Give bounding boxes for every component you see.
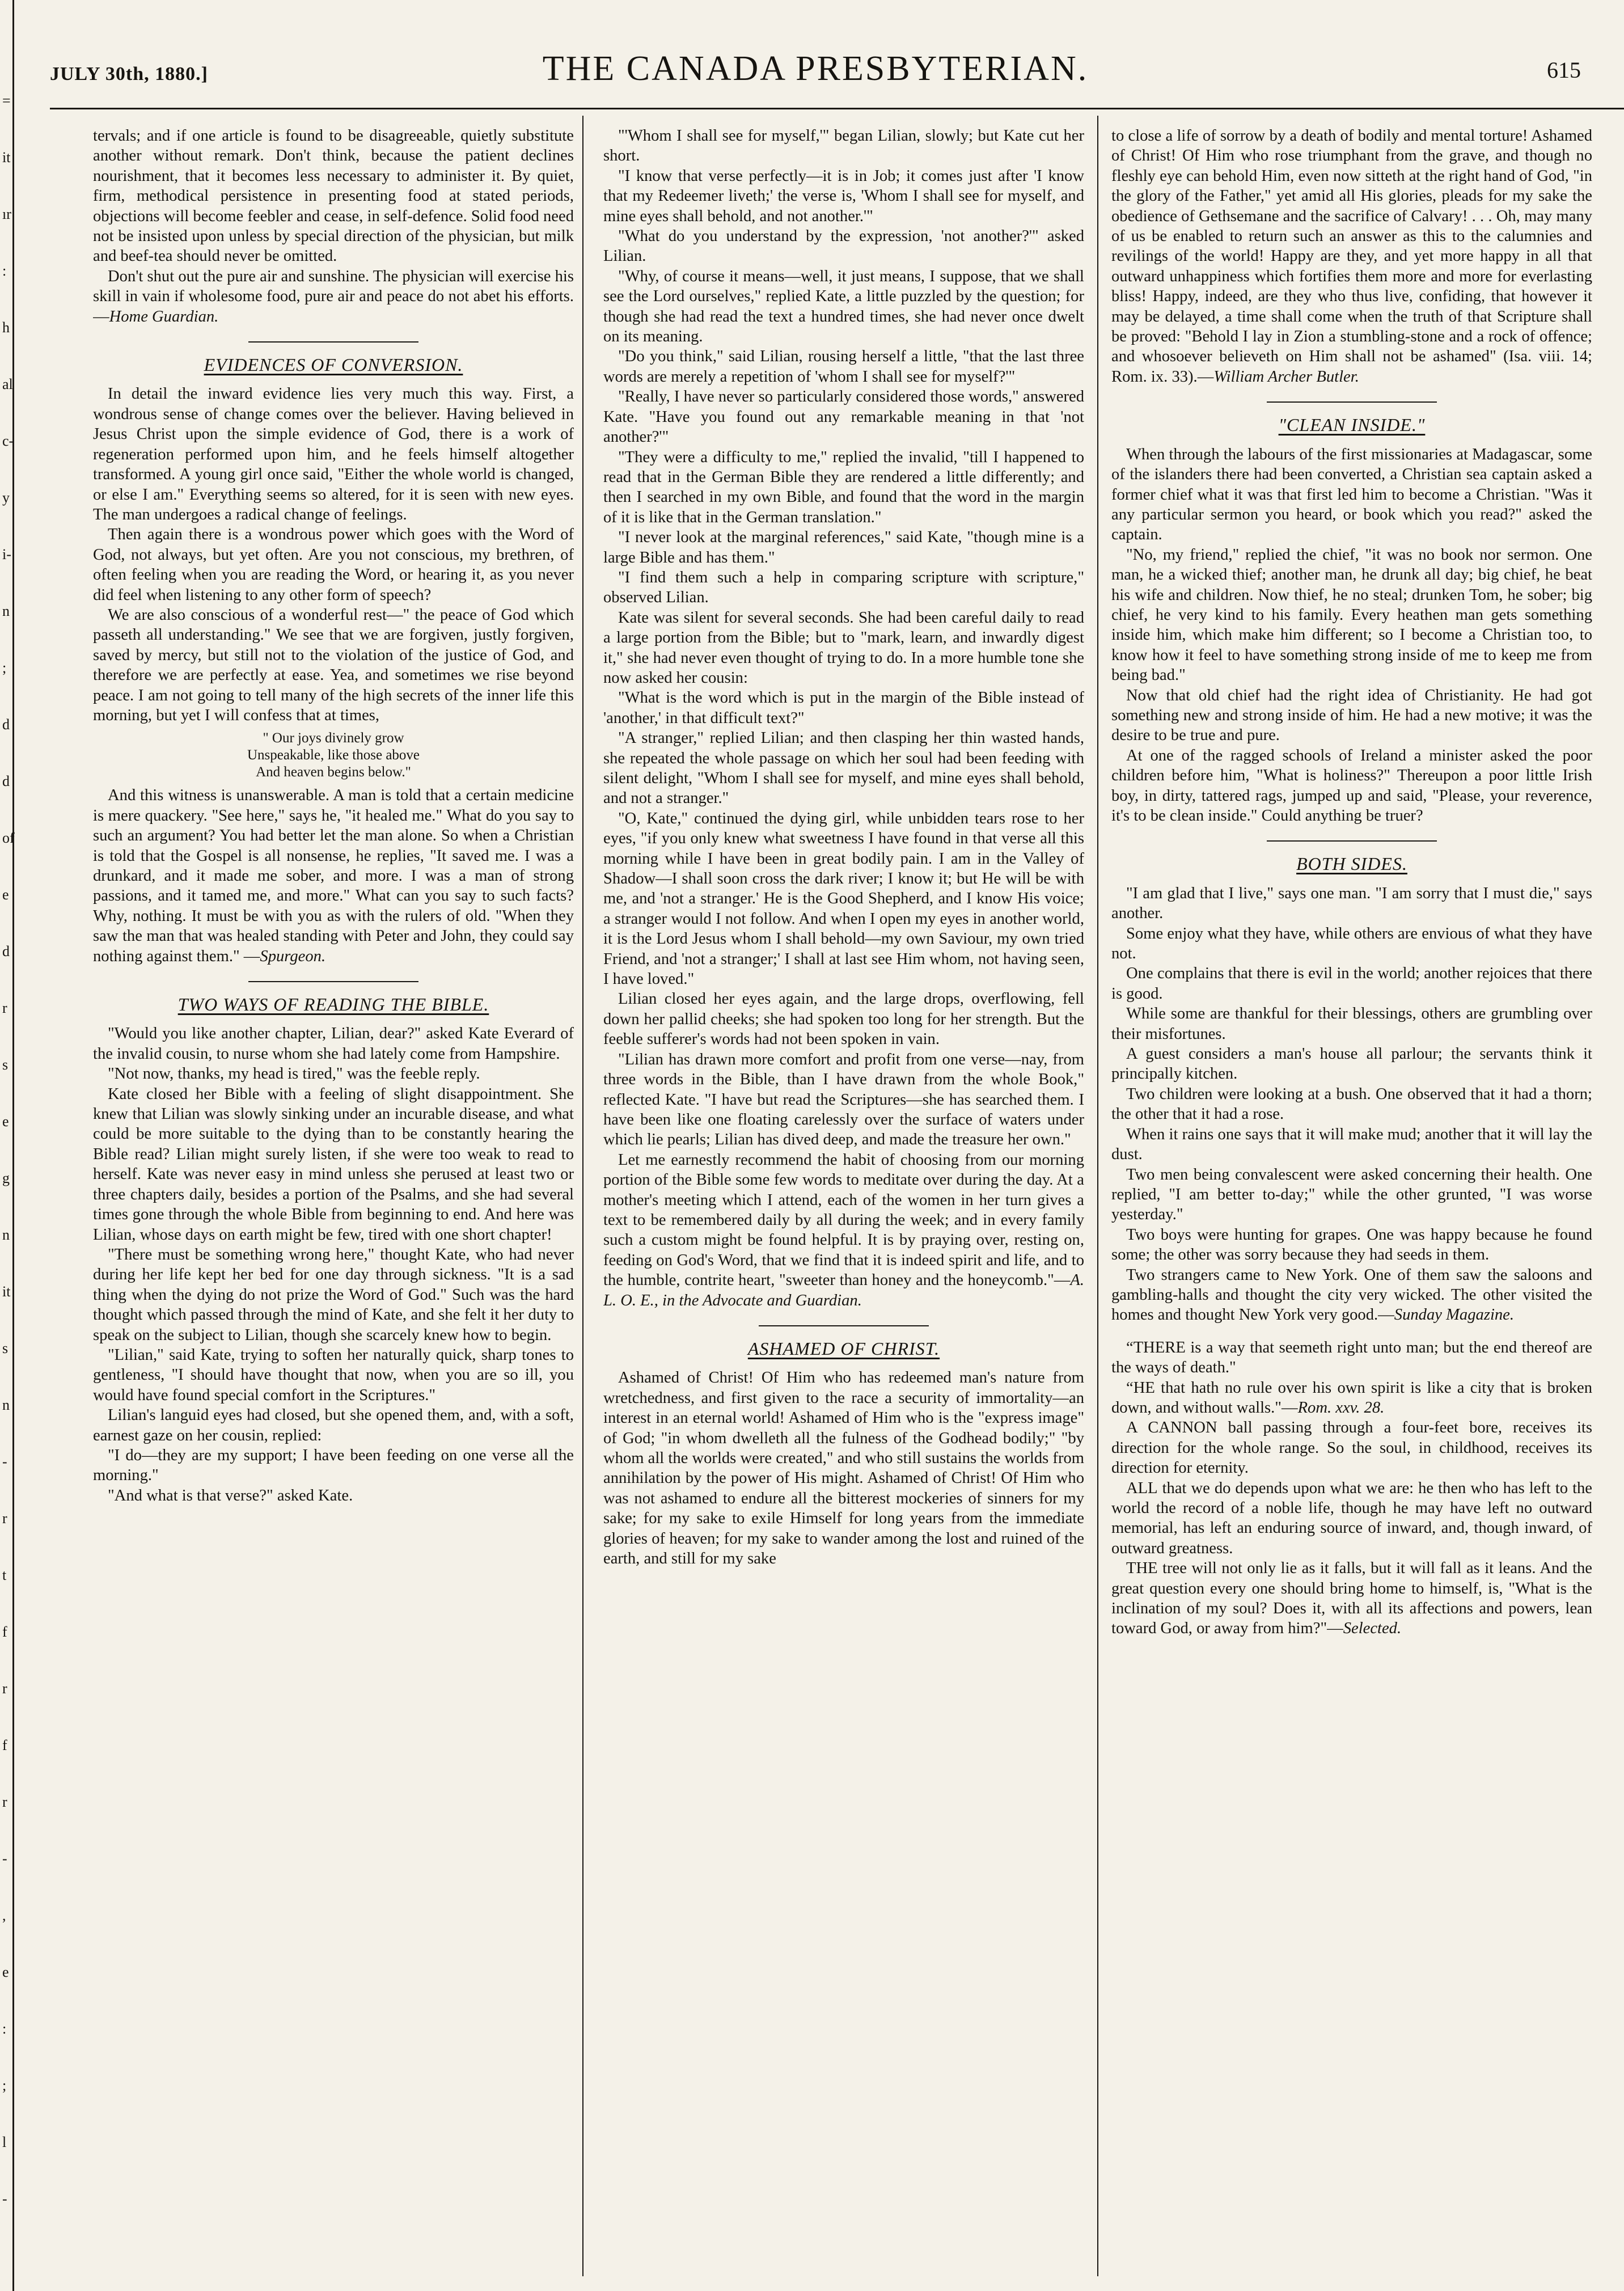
article-paragraph: "O, Kate," continued the dying girl, while unbidden tears rose to her eyes, "if you only knew what sweetness I have found in that verse all this morning while I have been in great bodily pain. I am in the Valley of Shadow—I shall soon cross the dark river; I know it; but He will be with me, and 'not a stranger.' He is the Good Shepherd, and I know His voice; a stranger would I not follow. And when I open my eyes in another world, it is the Lord Jesus whom I shall behold—my own Saviour, my own tried Friend, and 'not a stranger;' I shall at last see Him whom, not having seen, I have loved." [603,809,1084,988]
article-paragraph: "And what is that verse?" asked Kate. [108,1486,353,1504]
heading-ashamed-of-christ: ASHAMED OF CHRIST. [747,1338,940,1359]
article-paragraph: Two men being convalescent were asked concerning their health. One replied, "I am better to-day;" while the other grunted, "I was worse yesterday." [1111,1165,1592,1224]
margin-fragment: f [2,1624,7,1640]
article-paragraph: Don't shut out the pure air and sunshine. The physician will exercise his skill in vain if wholesome food, pure air and peace do not abet his efforts.—Home Guardian. [93,267,574,326]
article-paragraph: Two boys were hunting for grapes. One was happy because he found some; the other was sorry because they had seeds in them. [1111,1225,1592,1264]
margin-fragment: e [2,886,9,903]
article-paragraph: A guest considers a man's house all parlour; the servants think it principally kitchen. [1111,1045,1592,1083]
article-paragraph: When through the labours of the first missionaries at Madagascar, some of the islanders there had been converted, a Christian sea captain asked a former chief what it was that first led him to become a Christian. "Was it any particular sermon you heard, or book which you read?" asked the captain. [1111,445,1592,544]
article-source: Spurgeon. [260,947,326,965]
heading-both-sides: BOTH SIDES. [1296,853,1407,874]
margin-fragment: t [2,1567,7,1583]
article-paragraph: "Would you like another chapter, Lilian, dear?" asked Kate Everard of the invalid cousin, to nurse whom she had lately come from Hampshire. [93,1025,574,1063]
article-paragraph: "I never look at the marginal references," said Kate, "though mine is a large Bible and has them." [603,529,1084,567]
margin-fragment: e [2,1964,9,1980]
verse-line: Unspeakable, like those above [247,747,420,763]
article-paragraph: When it rains one says that it will make mud; another that it will lay the dust. [1111,1125,1592,1164]
margin-fragment: it [2,1283,11,1300]
verse-line: " Our joys divinely grow [263,730,404,746]
heading-evidences-of-conversion: EVIDENCES OF CONVERSION. [204,354,463,375]
maxim-paragraph: THE tree will not only lie as it falls, but it will fall as it leans. And the great question every one should bring home to himself, is, "What is the inclination of my soul? Does it, with all its affections and powers, lean toward God, or away from him?"—Selected. [1111,1559,1592,1638]
article-paragraph: Lilian closed her eyes again, and the large drops, overflowing, fell down her pallid cheeks; she had spoken too long for her strength. But the feeble sufferer's words had not been spoken in vain. [603,990,1084,1049]
margin-fragment: c- [2,433,14,449]
article-paragraph: "I find them such a help in comparing scripture with scripture," observed Lilian. [603,568,1084,607]
margin-fragment: r [2,1794,7,1810]
article-paragraph: Kate was silent for several seconds. She had been careful daily to read a large portion from the Bible; but to "mark, learn, and inwardly digest it," she had never even thought of trying to do. In a more humble tone she now asked her cousin: [603,608,1084,687]
margin-fragment: n [2,1397,10,1413]
margin-fragment: al [2,376,13,392]
verse-line: And heaven begins below." [256,764,411,780]
margin-fragment: ır [2,206,11,222]
article-paragraph: We are also conscious of a wonderful rest—" the peace of God which passeth all understanding." We see that we are forgiven, justly forgiven, saved by mercy, but still not to the violation of the justice of God, and therefore we are perfectly at ease. Yea, and sometimes we rise beyond peace. I am not going to tell many of the high secrets of the inner life this morning, but yet I will confess that at times, [93,606,574,724]
section-rule [248,981,418,982]
margin-fragment: of [2,830,15,846]
page-number: 615 [1547,57,1581,83]
margin-fragment: r [2,1510,7,1527]
maxim-paragraph: A CANNON ball passing through a four-feet bore, receives its direction for the whole range. So the soul, in childhood, receives its direction for eternity. [1111,1419,1592,1477]
article-paragraph: Now that old chief had the right idea of Christianity. He had got something new and strong inside of him. He had a new motive; it was the desire to be true and pure. [1111,686,1592,745]
verse-quote [93,730,574,781]
margin-fragment: d [2,943,10,959]
article-source: Selected. [1343,1620,1402,1638]
margin-fragment: e [2,1113,9,1130]
article-source: William Archer Butler. [1213,367,1359,386]
margin-fragment: d [2,773,10,789]
newspaper-title: THE CANADA PRESBYTERIAN. [542,49,1089,88]
issue-date: JULY 30th, 1880.] [50,64,208,84]
article-paragraph: "There must be something wrong here," thought Kate, who had never during her life kept her bed for one day through sickness. "It is a sad thing when the dying do not prize the Word of God." Such was the hard thought which passed through the mind of Kate, and she felt it her duty to speak on the subject to Lilian, though she scarcely knew how to begin. [93,1245,574,1344]
margin-fragment: r [2,1680,7,1697]
margin-fragment: s [2,1056,9,1073]
margin-fragment: n [2,1227,10,1243]
margin-fragment: - [2,1453,7,1470]
article-paragraph: "I am glad that I live," says one man. "I am sorry that I must die," says another. [1111,884,1592,923]
article-paragraph: Lilian's languid eyes had closed, but she opened them, and, with a soft, earnest gaze on her cousin, replied: [93,1406,574,1444]
margin-fragment: ; [2,660,7,676]
article-paragraph: "Why, of course it means—well, it just means, I suppose, that we shall see the Lord ourselves," replied Kate, a little puzzled by the question; for though she had read the text a hundred times, she had never once dwelt on its meaning. [603,267,1084,346]
section-rule [759,1325,929,1326]
section-rule [1267,401,1437,403]
heading-clean-inside: "CLEAN INSIDE." [1278,415,1426,436]
article-paragraph: Two strangers came to New York. One of them saw the saloons and gambling-halls and thought the city very wicked. The other visited the homes and thought New York very good.—Sunday Magazine. [1111,1266,1592,1324]
margin-fragment: d [2,716,10,733]
margin-fragment: - [2,1850,7,1867]
article-source: Rom. xxv. 28. [1297,1398,1385,1417]
maxim-paragraph: “THERE is a way that seemeth right unto man; but the end thereof are the ways of death." [1111,1338,1592,1377]
margin-fragment: s [2,1340,9,1356]
article-paragraph: Some enjoy what they have, while others are envious of what they have not. [1111,924,1592,963]
left-margin-fragments [0,0,14,2291]
page-header [50,49,1581,101]
article-paragraph: While some are thankful for their blessings, others are grumbling over their misfortunes. [1111,1005,1592,1043]
margin-fragment: r [2,1000,7,1016]
maxim-paragraph: “HE that hath no rule over his own spirit is like a city that is broken down, and without walls."—Rom. xxv. 28. [1111,1379,1592,1417]
margin-fragment: , [2,1907,6,1924]
article-paragraph: "Not now, thanks, my head is tired," was the feeble reply. [108,1065,480,1083]
heading-two-ways-of-reading: TWO WAYS OF READING THE BIBLE. [177,994,489,1015]
margin-fragment: n [2,603,10,619]
article-paragraph: Then again there is a wondrous power which goes with the Word of God, not always, but yet often. Are you not conscious, my brethren, of often feeling when you are reading the Word, or hearing it, as you never did feel when listening to any other form of speech? [93,526,574,604]
margin-fragment: - [2,2191,7,2207]
article-paragraph: "No, my friend," replied the chief, "it was no book nor sermon. One man, he a wicked thief; another man, he drunk all day; big chief, he beat his wife and children. Now thief, he no steal; drunken Tom, he sober; big chief, he very kind to his family. Every heathen man gets something inside him, which make him different; so I become a Christian too, to know how it feel to have something strong inside of me to keep me from being bad." [1111,546,1592,684]
margin-fragment: y [2,489,10,506]
margin-fragment: f [2,1737,7,1753]
article-paragraph: One complains that there is evil in the world; another rejoices that there is good. [1111,965,1592,1003]
article-paragraph: "Lilian has drawn more comfort and profit from one verse—nay, from three words in the Bible, than I have drawn from the whole Book," reflected Kate. "I have but read the Scriptures—she has searched them. I have been like one floating carelessly over the surface of waters under which lie pearls; Lilian has dived deep, and made the treasure her own." [603,1050,1084,1149]
article-paragraph: "I do—they are my support; I have been feeding on one verse all the morning." [93,1446,574,1485]
article-source: A. L. O. E., in the Advocate and Guardian. [603,1271,1084,1309]
margin-fragment: it [2,149,11,166]
column-divider-2 [1097,116,1098,2276]
margin-fragment: = [2,92,11,109]
header-rule [50,108,1624,109]
article-paragraph: "'Whom I shall see for myself,'" began Lilian, slowly; but Kate cut her short. [603,127,1084,165]
article-continuation: tervals; and if one article is found to be disagreeable, quietly substitute another without remark. Don't think, because the patient declines nourishment, that it becomes less necessary to administer it. By quiet, firm, methodical persistence in presenting food at stated periods, objections will become feebler and cease, in self-defence. Solid food need not be insisted upon unless by special direction of the physician, but milk and beef-tea should never be omitted. [93,127,574,265]
article-continuation: to close a life of sorrow by a death of bodily and mental torture! Ashamed of Christ! Of Him who rose triumphant from the grave, and though no fleshly eye can behold Him, even now sitteth at the right hand of God, "in the glory of the Father," yet amid all His glories, pleads for my sake the obedience of Gethsemane and the sacrifice of Calvary! . . . Oh, may many of us be enabled to return such an answer as this to the calumnies and revilings of the world! Happy are they, and yet more happy in all that outward unhappiness which fortifies them more and more for everlasting bliss! Happy, indeed, are they who thus live, confiding, that however it may be delayed, a time shall come when the truth of that Scripture shall be proved: "Behold I lay in Zion a stumbling-stone and a rock of offence; and whosoever believeth on Him shall not be ashamed" (Isa. viii. 14; Rom. ix. 33).—William Archer Butler. [1111,127,1592,386]
article-paragraph: "Lilian," said Kate, trying to soften her naturally quick, sharp tones to gentleness, "I should have thought that now, when you are so ill, you would have found special comfort in the Scriptures." [93,1346,574,1404]
column-1 [93,126,574,2275]
maxim-paragraph: ALL that we do depends upon what we are: he then who has left to the world the record of a noble life, though he may have left no outward memorial, has left an enduring source of inward, and, though inward, of outward greatness. [1111,1479,1592,1557]
column-3 [1111,126,1592,2275]
column-2 [603,126,1084,2275]
section-rule [248,341,418,343]
article-paragraph: And this witness is unanswerable. A man is told that a certain medicine is mere quackery. "See here," says he, "it healed me." What do you say to such an argument? You had better let the man alone. So when a Christian is told that the Gospel is all nonsense, he replies, "It saved me. I was a drunkard, and it made me sober, and more. I was a man of strong passions, and it tamed me, and more." What can you say to such facts? Why, nothing. It must be with you as with the rulers of old. "When they saw the man that was healed standing with Peter and John, they could say nothing against them." —Spurgeon. [93,787,574,965]
article-paragraph: At one of the ragged schools of Ireland a minister asked the poor children before him, "What is holiness?" Thereupon a poor little Irish boy, in dirty, tattered rags, jumped up and said, "Please, your reverence, it's to be clean inside." Could anything be truer? [1111,746,1592,825]
margin-fragment: ; [2,2077,7,2094]
article-paragraph: Let me earnestly recommend the habit of choosing from our morning portion of the Bible some few words to meditate over during the day. At a mother's meeting which I attend, each of the women in her turn gives a text to be remembered daily by all during the week; and in every family such a custom might be found helpful. It is by praying over, resting on, feeding on God's Word, that we find that it is indeed spirit and life, and to the humble, contrite heart, "sweeter than honey and the honeycomb."—A. L. O. E., in the Advocate and Guardian. [603,1151,1084,1309]
article-paragraph: "Do you think," said Lilian, rousing herself a little, "that the last three words are merely a repetition of 'whom I shall see for myself?'" [603,348,1084,386]
section-rule [1267,840,1437,842]
article-paragraph: "What is the word which is put in the margin of the Bible instead of 'another,' in that difficult text?" [603,689,1084,727]
margin-fragment: i- [2,546,11,563]
article-paragraph: "What do you understand by the expression, 'not another?'" asked Lilian. [603,227,1084,265]
article-source: Sunday Magazine. [1394,1306,1515,1324]
margin-fragment: : [2,263,7,279]
article-paragraph: "A stranger," replied Lilian; and then clasping her thin wasted hands, she repeated the whole passage on which her soul had been feeding with silent delight, "Whom I shall see for myself, and mine eyes shall behold, and not a stranger." [603,729,1084,808]
article-paragraph: "I know that verse perfectly—it is in Job; it comes just after 'I know that my Redeemer liveth;' the verse is, 'Whom I shall see for myself, and mine eyes shall behold, and not another.'" [603,167,1084,225]
margin-fragment: h [2,319,10,336]
article-paragraph: Kate closed her Bible with a feeling of slight disappointment. She knew that Lilian was slowly sinking under an incurable disease, and what could be more suitable to the dying than to be constantly hearing the Bible read? Lilian might surely listen, if she were too weak to read to herself. Kate was never easy in mind unless she perused at least two or three chapters daily, besides a portion of the Psalms, and she had several times gone through the whole Bible from beginning to end. And here was Lilian, whose days on earth might be few, tired with one short chapter! [93,1085,574,1244]
column-divider-1 [582,116,583,2276]
margin-fragment: l [2,2134,7,2150]
article-paragraph: Two children were looking at a bush. One observed that it had a thorn; the other that it had a rose. [1111,1085,1592,1123]
article-paragraph: "They were a difficulty to me," replied the invalid, "till I happened to read that in the German Bible they are rendered a little differently; and then I searched in my own Bible, and found that the word in the margin of it is like that in the German translation." [603,448,1084,526]
margin-fragment: g [2,1170,10,1186]
article-source: Home Guardian. [109,307,219,326]
article-paragraph: "Really, I have never so particularly considered those words," answered Kate. "Have you found out any remarkable meaning in that 'not another?'" [603,388,1084,446]
article-paragraph: In detail the inward evidence lies very much this way. First, a wondrous sense of change comes over the believer. Having believed in Jesus Christ upon the simple evidence of God, there is a work of regeneration performed upon him, and he feels himself altogether transformed. A young girl once said, "Either the whole world is changed, or else I am." Everything seems so altered, for it is seen with new eyes. The man undergoes a radical change of feelings. [93,385,574,523]
article-paragraph: Ashamed of Christ! Of Him who has redeemed man's nature from wretchedness, and first given to the race a security of immortality—an interest in an eternal world! Ashamed of Him who is the "express image" of God; "in whom dwelleth all the fulness of the Godhead bodily;" "by whom all the worlds were created," and who still sustains the worlds from annihilation by the power of His might. Ashamed of Christ! Of Him who was not ashamed to endure all the bitterest mockeries of sinners for my sake; for my sake to exile Himself for long years from the immediate glories of heaven; for my sake to wander among the lost and ruined of the earth, and still for my sake [603,1369,1084,1568]
margin-fragment: : [2,2021,7,2037]
